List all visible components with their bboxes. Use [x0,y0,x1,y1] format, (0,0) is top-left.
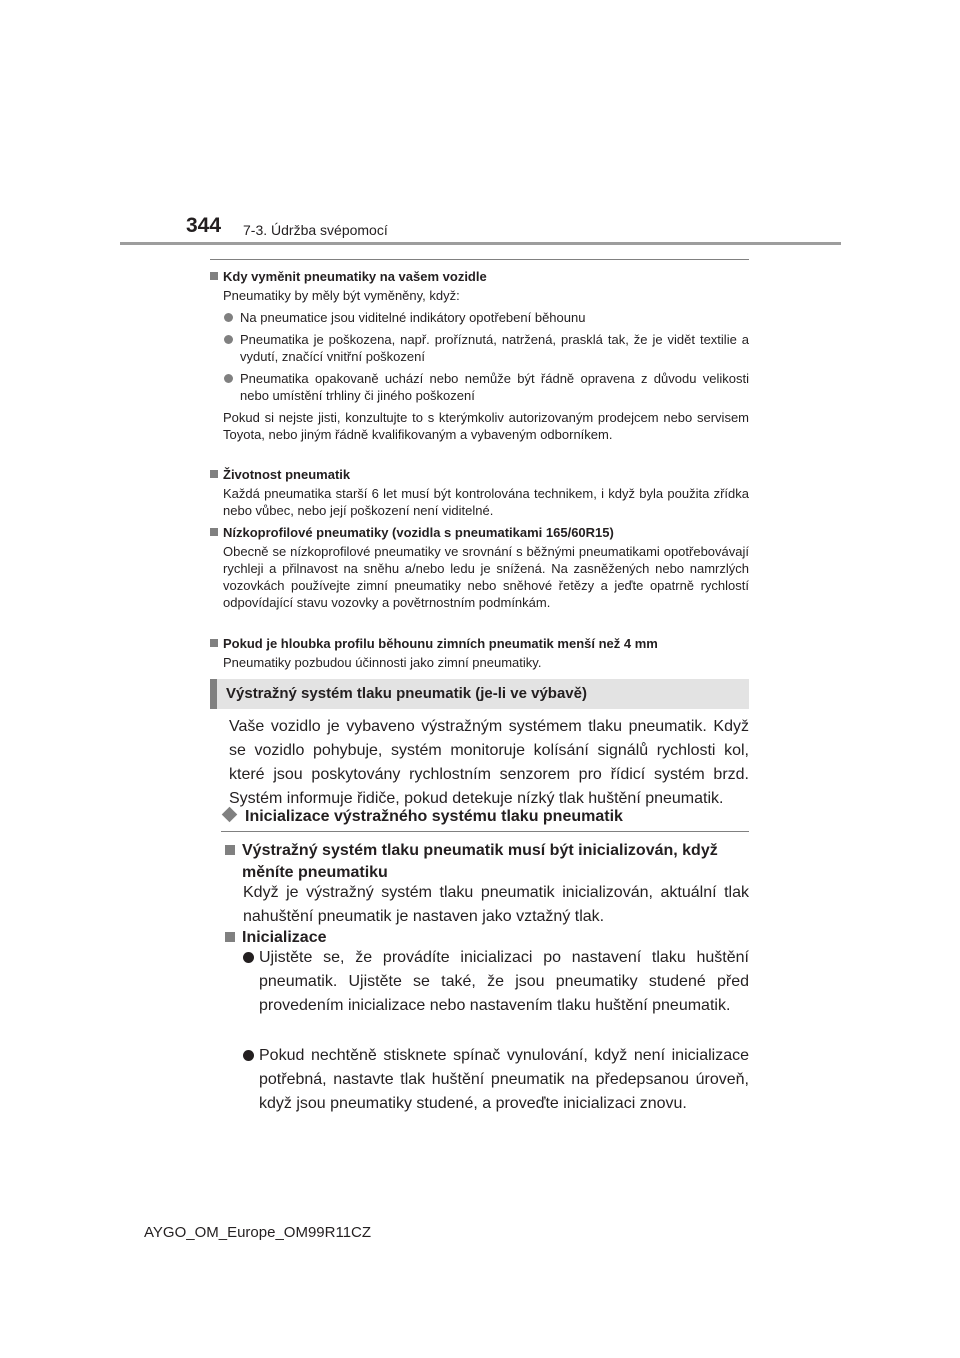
list-item: Pokud nechtěně stisknete spínač vynulování, když není inicializace potřebná, nastavte tlak huštění pneumatik na předepsanou úroveň, když jsou pneumatiky studené, a proveďte inicializaci znovu. [243,1044,749,1116]
circle-bullet-icon [224,374,233,383]
tire-life-text: Každá pneumatika starší 6 let musí být kontrolována technikem, i když byla použita zřídka nebo vůbec, nebo její poškození není viditelné. [223,486,749,518]
square-bullet-icon [225,845,235,855]
warning-system-paragraph: Vaše vozidlo je vybaveno výstražným systémem tlaku pneumatik. Když se vozidlo pohybuje, systém monitoruje kolísání signálů rychlosti kol, které jsou poskytovány rychlostním senzorem pro řídicí systém brzd. Systém informuje řidiče, pokud detekuje nízký tlak huštění pneumatik. [229,718,749,807]
circle-bullet-icon [224,313,233,322]
must-initialize-text: Když je výstražný systém tlaku pneumatik inicializován, aktuální tlak nahuštění pneumatik je nastaven jako vztažný tlak. [243,884,749,925]
low-profile-heading: Nízkoprofilové pneumatiky (vozidla s pneumatikami 165/60R15) [210,524,749,541]
warning-system-title: Výstražný systém tlaku pneumatik (je-li ve výbavě) [210,679,749,709]
list-item: Ujistěte se, že provádíte inicializaci po nastavení tlaku huštění pneumatik. Ujistěte se také, že jsou pneumatiky studené před provedením inicializace nebo nastavením tlaku huštění pneumatik. [243,946,749,1018]
low-profile-text: Obecně se nízkoprofilové pneumatiky ve srovnání s běžnými pneumatikami opotřebovávají rychleji a přilnavost na sněhu a/nebo ledu je snížená. Na zasněžených nebo namrzlých vozovkách používejte zimní pneumatiky nebo sněhové řetězy a jeďte opatrně rychlostí odpovídající stavu vozovky a povětrnostním podmínkám. [223,544,749,610]
square-bullet-icon [210,272,218,280]
replace-intro: Pneumatiky by měly být vyměněny, když: [223,288,460,303]
list-item: Pneumatika je poškozena, např. proříznutá, natržená, prasklá tak, že je vidět textilie a vydutí, značící vnitřní poškození [210,331,749,365]
page-number: 344 [186,214,222,237]
circle-bullet-icon [243,1050,254,1061]
section-heading: 7-3. Údržba svépomocí [243,222,388,238]
tread-depth-text: Pneumatiky pozbudou účinnosti jako zimní pneumatiky. [223,655,542,670]
must-initialize-heading: Výstražný systém tlaku pneumatik musí být inicializován, když měníte pneumatiku [225,840,749,884]
low-profile-section [210,524,749,611]
content-top-rule [210,259,749,260]
initialization-rule [221,831,749,832]
circle-bullet-icon [224,335,233,344]
square-bullet-icon [225,932,235,942]
square-bullet-icon [210,639,218,647]
list-item: Na pneumatice jsou viditelné indikátory opotřebení běhounu [210,309,749,326]
diamond-bullet-icon [222,807,238,823]
tire-life-section [210,466,749,519]
header-rule [120,242,841,245]
circle-bullet-icon [243,952,254,963]
initialization-heading: Inicializace výstražného systému tlaku pneumatik [221,806,749,828]
replace-note: Pokud si nejste jisti, konzultujte to s kterýmkoliv autorizovaným prodejcem nebo servisem Toyota, nebo jiným řádně kvalifikovaným a vybaveným odborníkem. [223,410,749,442]
tread-depth-heading: Pokud je hloubka profilu běhounu zimních pneumatik menší než 4 mm [210,635,749,652]
tire-life-heading: Životnost pneumatik [210,466,749,483]
square-bullet-icon [210,528,218,536]
list-item: Pneumatika opakovaně uchází nebo nemůže být řádně opravena z důvodu velikosti nebo umístění trhliny či jiného poškození [210,370,749,404]
square-bullet-icon [210,470,218,478]
footer-doc-id: AYGO_OM_Europe_OM99R11CZ [144,1224,372,1241]
tread-depth-section [210,635,749,671]
replace-section [210,268,749,443]
replace-heading: Kdy vyměnit pneumatiky na vašem vozidle [210,268,749,285]
initialization-sub-heading: Inicializace [225,927,749,949]
